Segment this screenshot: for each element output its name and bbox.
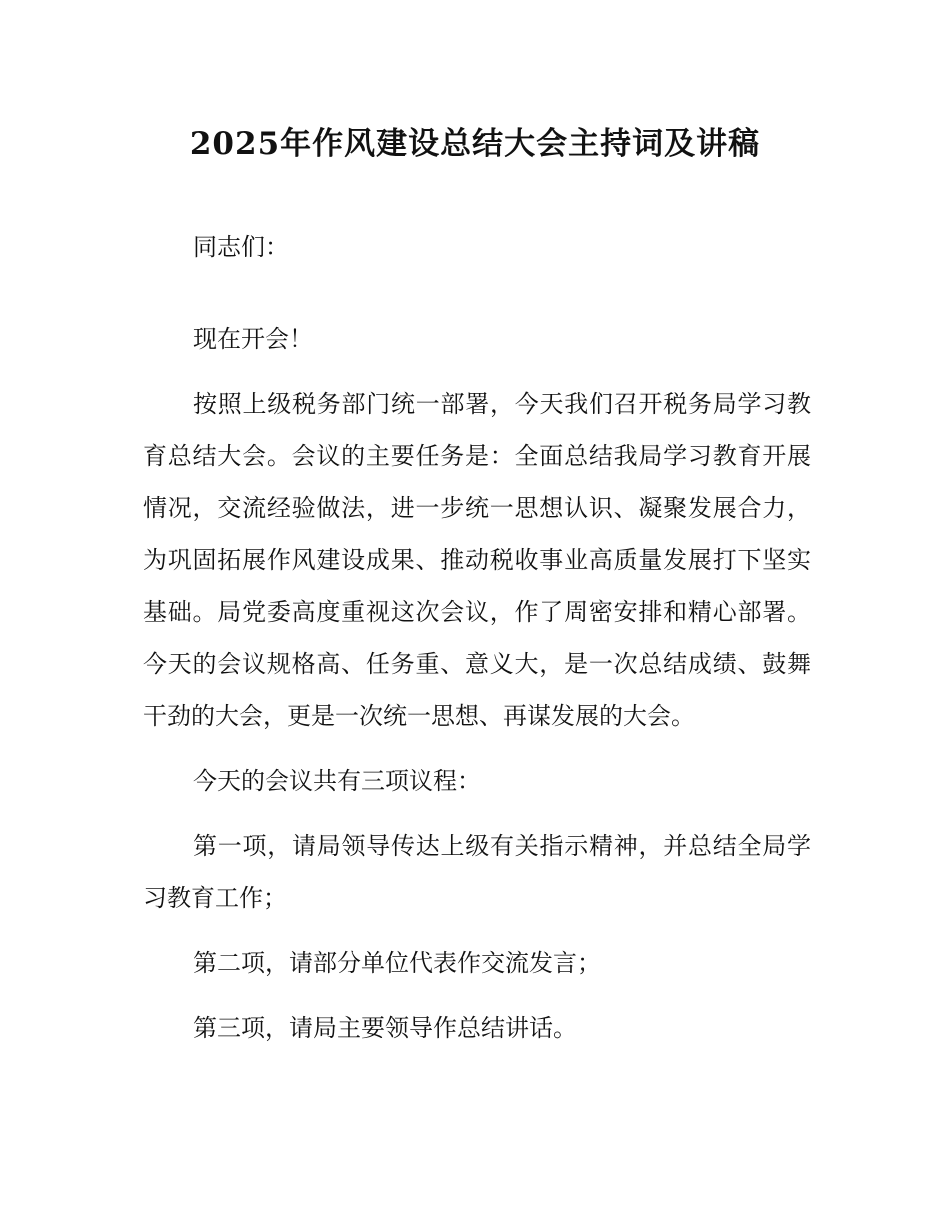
paragraph [143, 230, 811, 282]
document-title: 2025年作风建设总结大会主持词及讲稿 [189, 126, 761, 162]
paragraph-line: 情况，交流经验做法，进一步统一思想认识、凝聚发展合力， [143, 494, 811, 522]
paragraph-line: 干劲的大会，更是一次统一思想、再谋发展的大会。 [143, 702, 695, 730]
paragraph-line: 按照上级税务部门统一部署，今天我们召开税务局学习教 [193, 390, 811, 418]
paragraph-line: 第二项，请部分单位代表作交流发言； [193, 949, 601, 977]
paragraph-line: 基础。局党委高度重视这次会议，作了周密安排和精心部署。 [143, 598, 811, 626]
paragraph [143, 322, 811, 374]
paragraph-line: 现在开会！ [193, 325, 313, 353]
paragraph [143, 1011, 811, 1063]
paragraph-line: 今天的会议共有三项议程： [193, 767, 481, 795]
paragraph-line: 习教育工作； [143, 884, 287, 912]
document-body [143, 230, 811, 1076]
paragraph-line: 今天的会议规格高、任务重、意义大，是一次总结成绩、鼓舞 [143, 650, 811, 678]
paragraph [143, 387, 811, 751]
paragraph [143, 946, 811, 998]
paragraph [143, 829, 811, 933]
paragraph [143, 764, 811, 816]
paragraph-line: 育总结大会。会议的主要任务是：全面总结我局学习教育开展 [143, 442, 811, 470]
paragraph-line: 为巩固拓展作风建设成果、推动税收事业高质量发展打下坚实 [143, 546, 811, 574]
paragraph-line: 第一项，请局领导传达上级有关指示精神，并总结全局学 [193, 832, 811, 860]
paragraph-line: 第三项，请局主要领导作总结讲话。 [193, 1014, 577, 1042]
paragraph-line: 同志们： [193, 233, 289, 261]
